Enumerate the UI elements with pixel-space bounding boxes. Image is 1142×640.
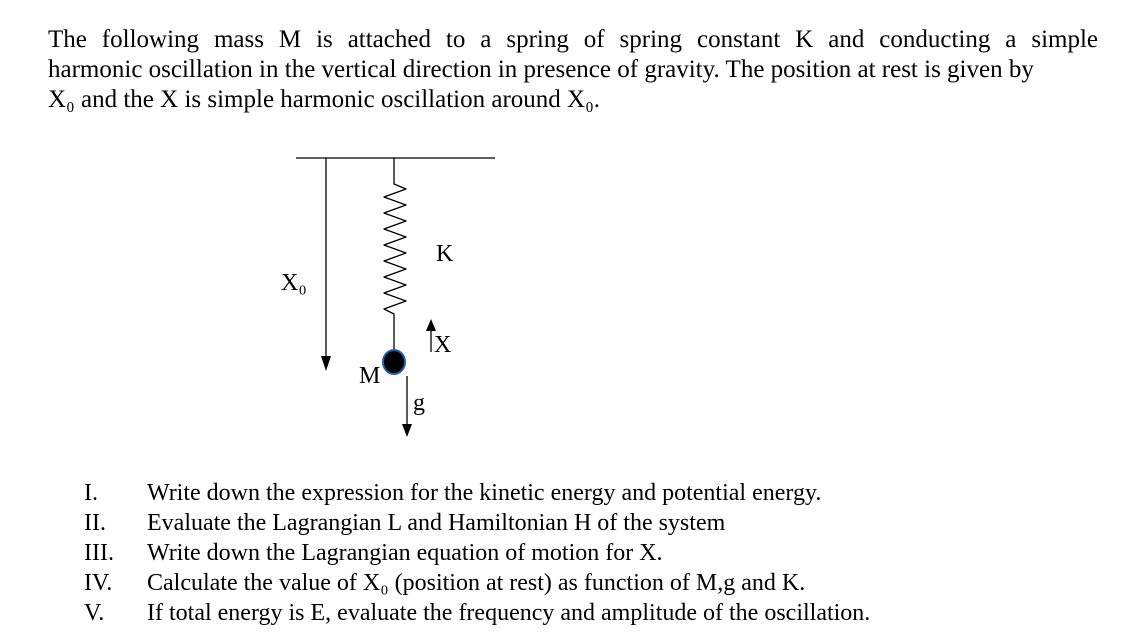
list-item [84, 568, 870, 598]
label-g: g [413, 390, 425, 416]
label-x0: X₀ [281, 270, 307, 296]
list-item [84, 508, 870, 538]
question-text: If total energy is E, evaluate the frequency and amplitude of the oscillation. [147, 600, 871, 626]
list-item [84, 478, 870, 508]
question-text: Evaluate the Lagrangian L and Hamiltonian H of the system [147, 510, 726, 536]
question-text: Write down the Lagrangian equation of motion for X. [147, 540, 663, 566]
intro-line-2: harmonic oscillation in the vertical direction in presence of gravity. The position at rest is given by [48, 56, 1034, 83]
list-item [84, 598, 870, 628]
x-arrowhead [426, 319, 436, 331]
label-k: K [436, 241, 454, 267]
question-list [84, 478, 870, 628]
label-m: M [359, 363, 381, 389]
spring-coil [384, 158, 406, 350]
intro-line-3: X₀ and the X is simple harmonic oscillation around X₀. [48, 86, 601, 113]
mass-ball [383, 350, 405, 374]
list-item [84, 538, 870, 568]
question-number: IV. [84, 570, 113, 596]
intro-line-1: The following mass M is attached to a spring of spring constant K and conducting a simple [48, 26, 1098, 53]
question-number: II. [84, 510, 106, 536]
x0-arrowhead [321, 356, 331, 371]
gravity-arrowhead [402, 424, 412, 437]
question-text: Write down the expression for the kinetic energy and potential energy. [147, 480, 822, 506]
question-number: I. [84, 480, 98, 506]
question-number: V. [84, 600, 105, 626]
question-text: Calculate the value of X₀ (position at rest) as function of M,g and K. [147, 570, 806, 596]
label-x: X [434, 332, 452, 358]
question-number: III. [84, 540, 114, 566]
